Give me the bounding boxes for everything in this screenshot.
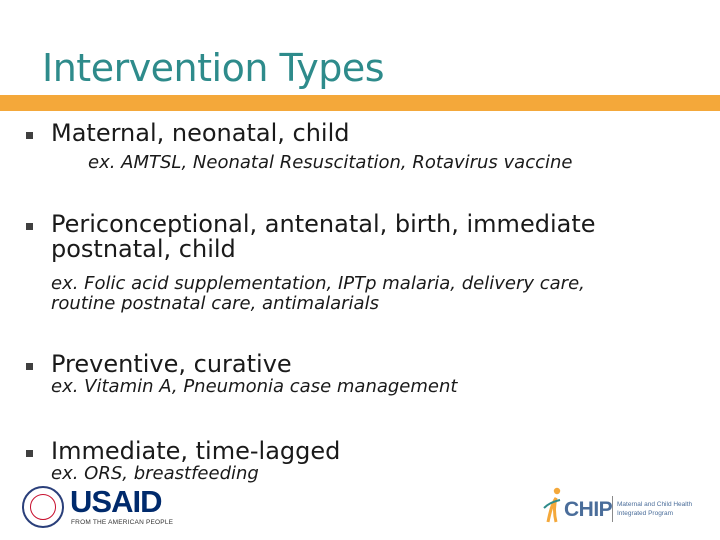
mchip-figure-icon <box>542 486 566 526</box>
mchip-divider <box>612 496 613 522</box>
bullet-heading: Immediate, time-lagged <box>51 437 341 465</box>
bullet-square-icon <box>26 132 33 139</box>
bullet-item <box>26 352 686 397</box>
bullet-square-icon <box>26 223 33 230</box>
slide-title: Intervention Types <box>42 46 385 90</box>
bullet-item <box>26 212 686 314</box>
bullet-heading: Maternal, neonatal, child <box>51 119 350 147</box>
bullet-square-icon <box>26 450 33 457</box>
bullet-example: ex. Vitamin A, Pneumonia case management <box>51 376 458 397</box>
mchip-logo <box>542 486 702 530</box>
mchip-wordmark: CHIP <box>564 498 613 521</box>
usaid-logo <box>22 484 172 530</box>
bullet-example: ex. Folic acid supplementation, IPTp malaria, delivery care, routine postnatal care, antimalarials <box>51 273 585 314</box>
bullet-example: ex. ORS, breastfeeding <box>51 463 259 484</box>
usaid-seal-icon <box>22 486 64 528</box>
bullet-heading: Preventive, curative <box>51 350 292 378</box>
usaid-wordmark: USAID <box>70 484 162 519</box>
bullet-item <box>26 439 686 484</box>
bullet-heading: Periconceptional, antenatal, birth, immediate postnatal, child <box>51 210 596 263</box>
accent-bar <box>0 95 720 111</box>
bullet-item <box>26 121 686 173</box>
mchip-subtitle: Maternal and Child Health Integrated Program <box>617 501 693 517</box>
usaid-tagline: FROM THE AMERICAN PEOPLE <box>71 519 174 526</box>
bullet-example: ex. AMTSL, Neonatal Resuscitation, Rotavirus vaccine <box>88 152 573 173</box>
bullet-square-icon <box>26 363 33 370</box>
